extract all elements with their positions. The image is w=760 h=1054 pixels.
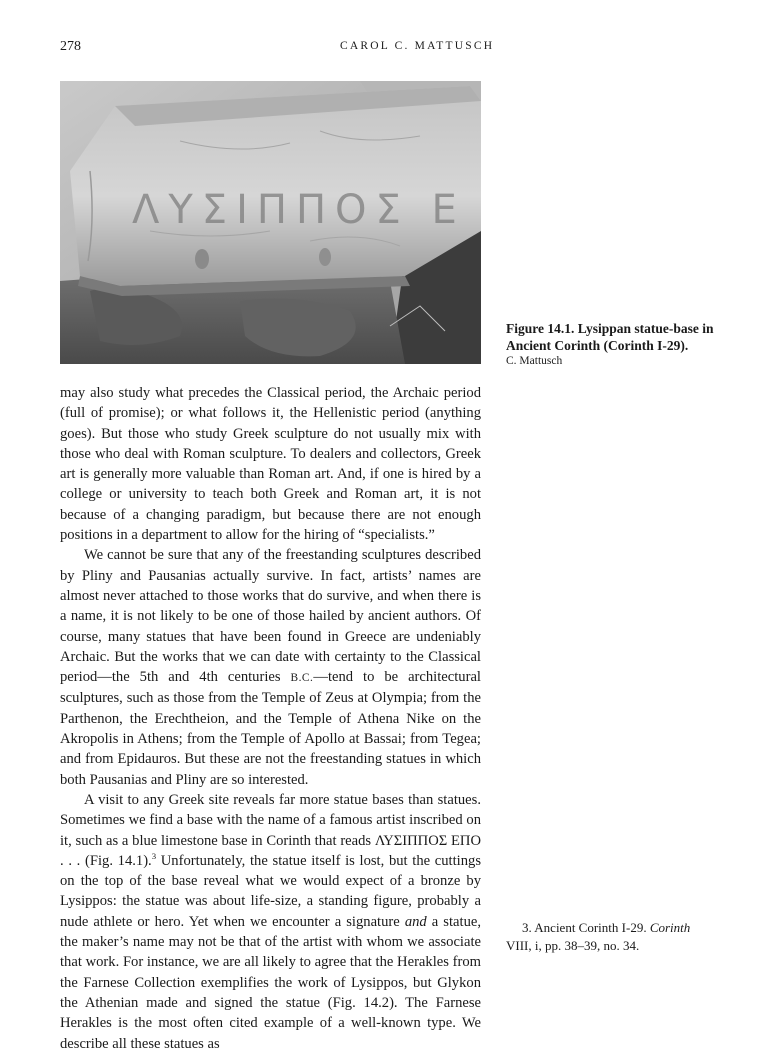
paragraph-2-part-a: We cannot be sure that any of the freestanding sculptures described by Pliny and Pausanias actually survive. In fact, artists’ names are almost never attached to those works that do survive, and when there is a name, it is not likely to be one of those hailed by ancient authors. Of course, many statues that have been found in Greece are undeniably Archaic. But the works that we can date with certainty to the Classical period—the 5th and 4th centuries [60,547,481,686]
paragraph-2 [60,545,481,790]
paragraph-1: may also study what precedes the Classical period, the Archaic period (full of promise); or what follows it, the Hellenistic period (anything goes). But those who study Greek sculpture do not usually mix with those who deal with Roman sculpture. To dealers and collectors, Greek art is generally more valuable than Roman art. And, if one is hired by a college or university to teach both Greek and Roman art, it is not because of a changing paradigm, but because there are not enough positions in a department to allow for the hiring of “specialists.” [60,385,481,544]
footnote-title: Corinth [649,920,691,935]
footnote-ref: 3 [151,850,157,861]
figure-caption [506,320,716,369]
era-abbreviation: B.C. [290,672,314,685]
body-text [60,383,481,1054]
paragraph-3-part-c: a statue, the maker’s name may not be that of the artist with whom we associate that work. For instance, we are all likely to agree that the Herakles from the Farnese Collection exemplifies the work of Lysippos, but Glykon the Athenian made and signed the statue (Fig. 14.2). The Farnese Herakles is the most often cited example of a well-known type. We describe all these statues as [60,913,481,1052]
running-head: CAROL C. MATTUSCH [340,40,495,52]
footnote-text: 3. Ancient Corinth I-29. [522,920,650,935]
figure-photo [60,81,481,364]
emphasis: and [404,913,427,930]
paragraph-3-part-a: A visit to any Greek site reveals far more statue bases than statues. Sometimes we find a base with the name of a famous artist inscribed on it, such as a blue limestone base in Corinth that reads ΛΥΣΙΠΠΟΣ ΕΠΟ . . . (Fig. 14.1). [60,791,481,869]
statue-base-photo [60,81,481,364]
page-number: 278 [60,39,81,54]
footnote-line-2: VIII, i, pp. 38–39, no. 34. [506,938,640,953]
figure-caption-title: Figure 14.1. Lysippan statue-base in Ancient Corinth (Corinth I-29). [506,321,714,353]
footnote-line-1 [506,919,726,937]
paragraph-3 [60,790,481,1054]
paragraph-2-part-b: —tend to be architectural sculptures, such as those from the Temple of Zeus at Olympia; from the Parthenon, the Erechtheion, and the Temple of Athena Nike on the Akropolis in Athens; from the Temple of Apollo at Bassai; from Tegea; and from Epidauros. But these are not the freestanding statues in which both Pausanias and Pliny are so interested. [60,669,481,788]
footnote [506,919,726,955]
figure-caption-credit: C. Mattusch [506,355,563,367]
paragraph-3-part-b: Unfortunately, the statue itself is lost, but the cuttings on the top of the base reveal what we would expect of a bronze by Lysippos: the statue was about life-size, a standing figure, probably a nude athlete or hero. Yet when we encounter a signature [60,852,481,930]
svg-text:ΛΥΣΙΠΠΟΣ Ε: ΛΥΣΙΠΠΟΣ Ε [132,187,466,233]
